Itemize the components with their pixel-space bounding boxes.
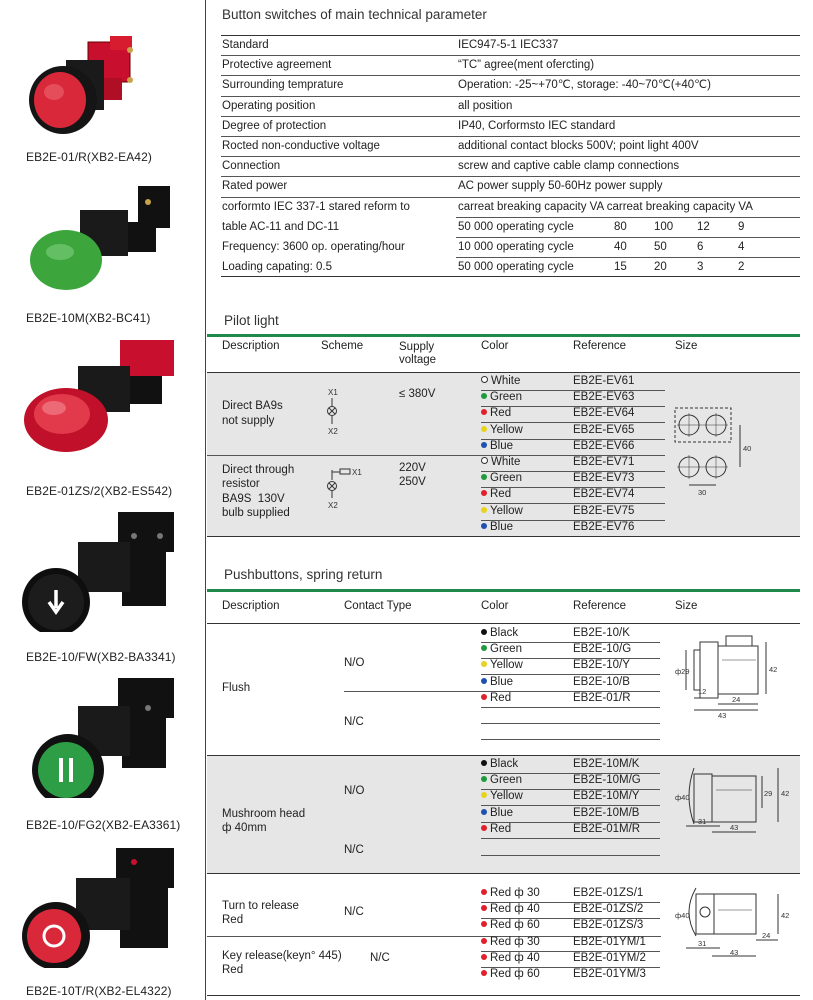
pilot-title: Pilot light <box>224 313 279 328</box>
tech-table-bottom-rule <box>221 276 800 277</box>
tech-row-value: “TC” agree(ment ofercting) <box>458 59 595 72</box>
pilot-header-supply: Supply voltage <box>399 341 437 366</box>
push-color-label: Red ф 30 <box>490 887 540 899</box>
tech-row-number: 6 <box>697 241 704 253</box>
push-color-entry <box>481 920 540 932</box>
pilot-color-label: Red <box>490 488 512 501</box>
blue-dot-icon <box>481 442 487 448</box>
push-reference: EB2E-10M/G <box>573 774 641 787</box>
tech-row-label: Standard <box>222 39 269 51</box>
pilot-header-scheme: Scheme <box>321 340 364 352</box>
push-reference: EB2E-01YM/1 <box>573 936 646 948</box>
pilot-color-entry <box>481 473 522 485</box>
tech-row-rule <box>221 176 800 177</box>
dimension-label: 42 <box>769 665 778 674</box>
tech-row-number: 80 <box>614 220 627 233</box>
tech-row-number: 50 <box>654 241 667 253</box>
tech-row-value: IEC947-5-1 IEC337 <box>458 39 559 51</box>
black-dot-icon <box>481 629 487 635</box>
mushroom-top-rule <box>207 755 800 756</box>
push-title: Pushbuttons, spring return <box>224 567 383 582</box>
product-caption: EB2E-01ZS/2(XB2-ES542) <box>26 484 173 498</box>
dimension-label: 42 <box>781 789 790 798</box>
red-dot-icon <box>481 938 487 944</box>
pilot-header-description: Description <box>222 340 280 352</box>
blue-dot-icon <box>481 678 487 684</box>
tech-row-label: Connection <box>222 160 281 173</box>
green-pause-pushbutton-icon <box>18 678 188 798</box>
push-color-entry <box>481 660 523 672</box>
pilot-color-entry <box>481 408 511 420</box>
pilot-color-label: Green <box>490 472 522 485</box>
red-illuminated-pushbutton-icon <box>18 848 188 968</box>
tech-row-number: 2 <box>738 261 745 274</box>
dimension-label: 12 <box>698 687 707 696</box>
push-header-description: Description <box>222 600 280 612</box>
tech-row-rule <box>221 156 800 157</box>
push-reference: EB2E-01M/R <box>573 822 641 835</box>
pilot-color-entry <box>481 522 513 534</box>
push-reference: EB2E-01/R <box>573 691 631 704</box>
white-dot-icon <box>481 457 488 464</box>
dimension-label: 40 <box>743 444 752 453</box>
pilot-color-label: Yellow <box>490 423 523 436</box>
pilot-reference: EB2E-EV75 <box>573 504 635 517</box>
pilot-reference: EB2E-EV73 <box>573 472 635 485</box>
dimension-label: 24 <box>762 931 771 940</box>
tech-row-value: screw and captive cable clamp connections <box>458 160 680 173</box>
pilot-reference: EB2E-EV61 <box>573 375 635 387</box>
mushroom-description: Mushroom head ф 40mm <box>222 808 306 835</box>
tech-row-value: additional contact blocks 500V; point light 400V <box>458 140 699 152</box>
push-reference: EB2E-10/K <box>573 627 630 639</box>
pilot-color-entry <box>481 425 523 437</box>
push-color-label: Red <box>490 691 512 704</box>
pilot-bottom-rule <box>207 536 800 537</box>
pilot-group1-description: Direct BA9s not supply <box>222 400 283 427</box>
tech-row-label: corformto IEC 337-1 stared reform to <box>222 200 410 213</box>
push-color-label: Red ф 60 <box>490 919 540 932</box>
pilot-reference: EB2E-EV66 <box>573 439 635 452</box>
pilot-group1-voltage: ≤ 380V <box>399 388 436 400</box>
push-row-rule <box>481 707 660 708</box>
pilot-header-rule <box>207 372 800 373</box>
mushroom-bottom-rule <box>207 873 800 874</box>
red-dot-icon <box>481 921 487 927</box>
pilot-header-reference: Reference <box>573 340 627 352</box>
red-dot-icon <box>481 409 487 415</box>
blank-row-rule <box>481 855 660 856</box>
tech-row-rule <box>221 116 800 117</box>
red-emergency-stop-icon <box>18 336 188 456</box>
tech-row-label: Rated power <box>222 180 288 193</box>
product-caption: EB2E-10T/R(XB2-EL4322) <box>26 984 172 998</box>
push-color-label: Black <box>490 758 519 770</box>
pilot-reference: EB2E-EV71 <box>573 456 635 468</box>
pilot-group2-description: Direct through resistor BA9S 130V bulb supplied <box>222 464 295 520</box>
black-dot-icon <box>481 760 487 766</box>
product-caption: EB2E-10M(XB2-BC41) <box>26 311 151 325</box>
tech-row-number: 4 <box>738 241 745 253</box>
flush-contact-nc: N/C <box>344 716 364 728</box>
emergency-size-drawing <box>672 882 802 962</box>
scheme-resistor-lamp-symbol <box>322 466 372 516</box>
turn-description: Turn to release Red <box>222 900 299 927</box>
push-color-label: Black <box>490 627 519 639</box>
blue-dot-icon <box>481 809 487 815</box>
yellow-dot-icon <box>481 426 487 432</box>
tech-row-value: 50 000 operating cycle <box>458 261 574 274</box>
flush-size-drawing <box>672 630 802 720</box>
scheme-terminal-label: X1 <box>328 388 338 397</box>
tech-row-label: Frequency: 3600 op. operating/hour <box>222 241 405 253</box>
tech-row-number: 12 <box>697 220 710 233</box>
push-bottom-rule <box>207 995 800 996</box>
tech-row-value: carreat breaking capacity VA carreat breaking capacity VA <box>458 200 753 213</box>
tech-row-label: Surrounding temprature <box>222 79 344 92</box>
pilot-color-entry <box>481 392 522 404</box>
tech-row-number: 9 <box>738 220 745 233</box>
scheme-terminal-label: X1 <box>352 468 362 477</box>
dimension-label: 24 <box>732 695 741 704</box>
pilot-header-size: Size <box>675 340 698 352</box>
pilot-reference: EB2E-EV64 <box>573 407 635 420</box>
push-color-entry <box>481 644 522 656</box>
tech-row-number: 3 <box>697 261 704 274</box>
push-color-entry <box>481 628 518 640</box>
push-header-rule <box>207 623 800 624</box>
push-color-label: Red ф 60 <box>490 968 540 981</box>
yellow-dot-icon <box>481 507 487 513</box>
green-dot-icon <box>481 474 487 480</box>
red-dot-icon <box>481 954 487 960</box>
dimension-label: 31 <box>698 817 707 826</box>
push-header-contact: Contact Type <box>344 600 412 612</box>
tech-row-number: 100 <box>654 220 674 233</box>
push-header-reference: Reference <box>573 600 627 612</box>
tech-row-label: table AC-11 and DC-11 <box>222 220 340 233</box>
tech-row-label: Degree of protection <box>222 119 327 132</box>
push-reference: EB2E-10/G <box>573 643 632 656</box>
pilot-color-label: Yellow <box>490 504 523 517</box>
push-color-entry <box>481 904 540 916</box>
push-color-label: Blue <box>490 675 514 688</box>
tech-row-rule <box>221 197 800 198</box>
scheme-lamp-symbol <box>322 386 362 438</box>
tech-row-value: Operation: -25~+70℃, storage: -40~70℃(+40℃) <box>458 79 711 92</box>
red-dot-icon <box>481 905 487 911</box>
pilot-color-label: Red <box>490 407 512 420</box>
pilot-color-label: Blue <box>490 520 514 533</box>
push-reference: EB2E-10/Y <box>573 659 630 672</box>
push-color-entry <box>481 888 540 900</box>
green-dot-icon <box>481 645 487 651</box>
red-dot-icon <box>481 970 487 976</box>
tech-row-label: Loading capating: 0.5 <box>222 261 332 274</box>
mushroom-size-drawing <box>672 760 802 836</box>
tech-row-rule <box>456 237 800 238</box>
push-color-label: Blue <box>490 806 514 819</box>
flush-contact-no: N/O <box>344 657 365 669</box>
push-color-entry <box>481 824 511 836</box>
pilot-green-rule <box>207 334 800 337</box>
tech-row-rule <box>221 55 800 56</box>
pilot-reference: EB2E-EV63 <box>573 391 635 404</box>
pilot-color-entry <box>481 457 520 469</box>
push-color-entry <box>481 937 540 949</box>
red-dot-icon <box>481 825 487 831</box>
push-color-entry <box>481 693 511 705</box>
push-color-label: Red <box>490 822 512 835</box>
pilot-group2-voltage: 220V 250V <box>399 462 426 488</box>
dimension-label: 43 <box>730 948 739 957</box>
pilot-size-drawing <box>672 405 762 500</box>
tech-row-value: AC power supply 50-60Hz power supply <box>458 180 663 193</box>
green-dot-icon <box>481 393 487 399</box>
pilot-color-label: Green <box>490 391 522 404</box>
push-color-label: Red ф 30 <box>490 936 540 948</box>
tech-row-rule <box>221 75 800 76</box>
yellow-dot-icon <box>481 661 487 667</box>
yellow-dot-icon <box>481 792 487 798</box>
push-header-color: Color <box>481 600 509 612</box>
push-green-rule <box>207 589 800 592</box>
push-color-entry <box>481 677 513 689</box>
tech-row-label: Rocted non-conductive voltage <box>222 140 380 152</box>
key-description: Key release(keyn° 445) Red <box>222 950 342 977</box>
pilot-color-entry <box>481 506 523 518</box>
push-reference: EB2E-01ZS/3 <box>573 919 644 932</box>
red-flush-pushbutton-icon <box>18 20 188 140</box>
push-reference: EB2E-10M/K <box>573 758 640 770</box>
push-color-label: Green <box>490 774 522 787</box>
tech-row-rule <box>456 257 800 258</box>
pilot-reference: EB2E-EV76 <box>573 520 635 533</box>
tech-row-value: 10 000 operating cycle <box>458 241 574 253</box>
tech-row-rule <box>221 96 800 97</box>
mushroom-contact-nc: N/C <box>344 844 364 856</box>
push-reference: EB2E-01YM/2 <box>573 952 646 965</box>
tech-row-rule <box>456 217 800 218</box>
push-color-entry <box>481 808 513 820</box>
dimension-label: ф40 <box>675 793 690 802</box>
black-arrow-pushbutton-icon <box>18 512 188 632</box>
tech-table-top-rule <box>221 35 800 36</box>
push-reference: EB2E-01YM/3 <box>573 968 646 981</box>
push-color-label: Yellow <box>490 790 523 803</box>
pilot-color-label: White <box>491 456 521 468</box>
white-dot-icon <box>481 376 488 383</box>
tech-row-number: 15 <box>614 261 627 274</box>
red-dot-icon <box>481 889 487 895</box>
push-row-rule <box>481 838 660 839</box>
push-color-entry <box>481 969 540 981</box>
push-reference: EB2E-01ZS/1 <box>573 887 644 899</box>
push-reference: EB2E-10M/B <box>573 806 640 819</box>
push-color-entry <box>481 791 523 803</box>
green-dot-icon <box>481 776 487 782</box>
push-color-entry <box>481 759 518 771</box>
dimension-label: 29 <box>764 789 773 798</box>
flush-description: Flush <box>222 682 251 694</box>
product-caption: EB2E-10/FW(XB2-BA3341) <box>26 650 176 664</box>
pilot-reference: EB2E-EV65 <box>573 423 635 436</box>
blank-row-rule <box>481 723 660 724</box>
product-sidebar <box>0 0 205 1000</box>
dimension-label: 43 <box>718 711 727 720</box>
push-header-size: Size <box>675 600 698 612</box>
blue-dot-icon <box>481 523 487 529</box>
dimension-label: 43 <box>730 823 739 832</box>
product-caption: EB2E-01/R(XB2-EA42) <box>26 150 152 164</box>
dimension-label: ф29 <box>675 667 690 676</box>
tech-row-label: Operating position <box>222 99 316 112</box>
dimension-label: 31 <box>698 939 707 948</box>
tech-row-number: 20 <box>654 261 667 274</box>
push-color-entry <box>481 775 522 787</box>
pilot-reference: EB2E-EV74 <box>573 488 635 501</box>
pilot-color-entry <box>481 441 513 453</box>
tech-title: Button switches of main technical parameter <box>222 7 487 22</box>
pilot-header-color: Color <box>481 340 509 352</box>
scheme-terminal-label: X2 <box>328 501 338 510</box>
blank-row-rule <box>481 739 660 740</box>
red-dot-icon <box>481 694 487 700</box>
tech-row-number: 40 <box>614 241 627 253</box>
push-reference: EB2E-10/B <box>573 675 630 688</box>
tech-row-value: all position <box>458 99 513 112</box>
turn-contact: N/C <box>344 906 364 918</box>
push-color-label: Red ф 40 <box>490 903 540 916</box>
tech-row-label: Protective agreement <box>222 59 332 72</box>
dimension-label: 30 <box>698 488 707 497</box>
push-reference: EB2E-10M/Y <box>573 790 640 803</box>
key-contact: N/C <box>370 952 390 964</box>
pilot-color-entry <box>481 376 520 388</box>
pilot-color-label: White <box>491 375 521 387</box>
mushroom-contact-no: N/O <box>344 785 365 797</box>
dimension-label: 42 <box>781 911 790 920</box>
tech-row-rule <box>221 136 800 137</box>
sidebar-divider <box>205 0 206 1000</box>
push-reference: EB2E-01ZS/2 <box>573 903 644 916</box>
push-color-label: Yellow <box>490 659 523 672</box>
scheme-terminal-label: X2 <box>328 427 338 436</box>
push-color-label: Green <box>490 643 522 656</box>
green-mushroom-pushbutton-icon <box>18 178 188 298</box>
tech-row-value: 50 000 operating cycle <box>458 220 574 233</box>
dimension-label: ф40 <box>675 911 690 920</box>
push-color-entry <box>481 953 540 965</box>
red-dot-icon <box>481 490 487 496</box>
tech-row-value: IP40, Corformsto IEC standard <box>458 119 616 132</box>
push-color-label: Red ф 40 <box>490 952 540 965</box>
product-caption: EB2E-10/FG2(XB2-EA3361) <box>26 818 181 832</box>
pilot-color-label: Blue <box>490 439 514 452</box>
pilot-color-entry <box>481 489 511 501</box>
